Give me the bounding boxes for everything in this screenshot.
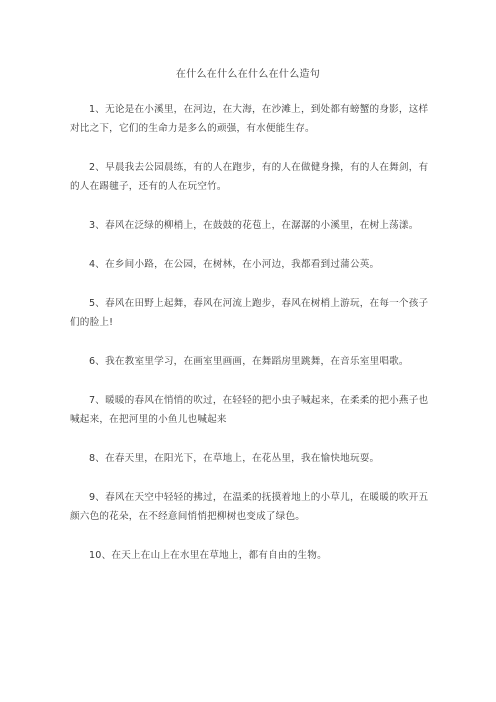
sentence-item-9: 9、春风在天空中轻轻的拂过，在温柔的抚摸着地上的小草儿，在暖暖的吹开五颜六色的花朵，在不经意间悄悄把柳树也变成了绿色。: [70, 492, 429, 522]
sentence-item-7: 7、暖暖的春风在悄悄的吹过，在轻轻的把小虫子喊起来，在柔柔的把小燕子也喊起来，在把河里的小鱼儿也喊起来: [70, 395, 429, 425]
sentence-item-4: 4、在乡间小路，在公园，在树林，在小河边，我都看到过蒲公英。: [89, 259, 380, 270]
sentence-list: [70, 100, 430, 585]
sentence-item-8: 8、在春天里，在阳光下，在草地上，在花丛里，我在愉快地玩耍。: [89, 453, 380, 464]
sentence-item-6: 6、我在教室里学习，在画室里画画，在舞蹈房里跳舞，在音乐室里唱歌。: [89, 356, 409, 367]
sentence-item-2: 2、早晨我去公园晨练，有的人在跑步，有的人在做健身操，有的人在舞剑，有的人在踢毽子，还有的人在玩空竹。: [70, 162, 429, 192]
document-title: 在什么在什么在什么在什么造句: [175, 69, 321, 80]
sentence-item-3: 3、春风在泛绿的柳梢上，在鼓鼓的花苞上，在潺潺的小溪里，在树上荡漾。: [89, 220, 419, 231]
sentence-item-10: 10、在天上在山上在水里在草地上，都有自由的生物。: [89, 550, 327, 561]
sentence-item-1: 1、无论是在小溪里，在河边，在大海，在沙滩上，到处都有螃蟹的身影，这样对比之下，它们的生命力是多么的顽强，有水便能生存。: [70, 104, 429, 134]
sentence-item-5: 5、春风在田野上起舞，春风在河流上跑步，春风在树梢上游玩，在每一个孩子们的脸上!: [70, 298, 429, 328]
